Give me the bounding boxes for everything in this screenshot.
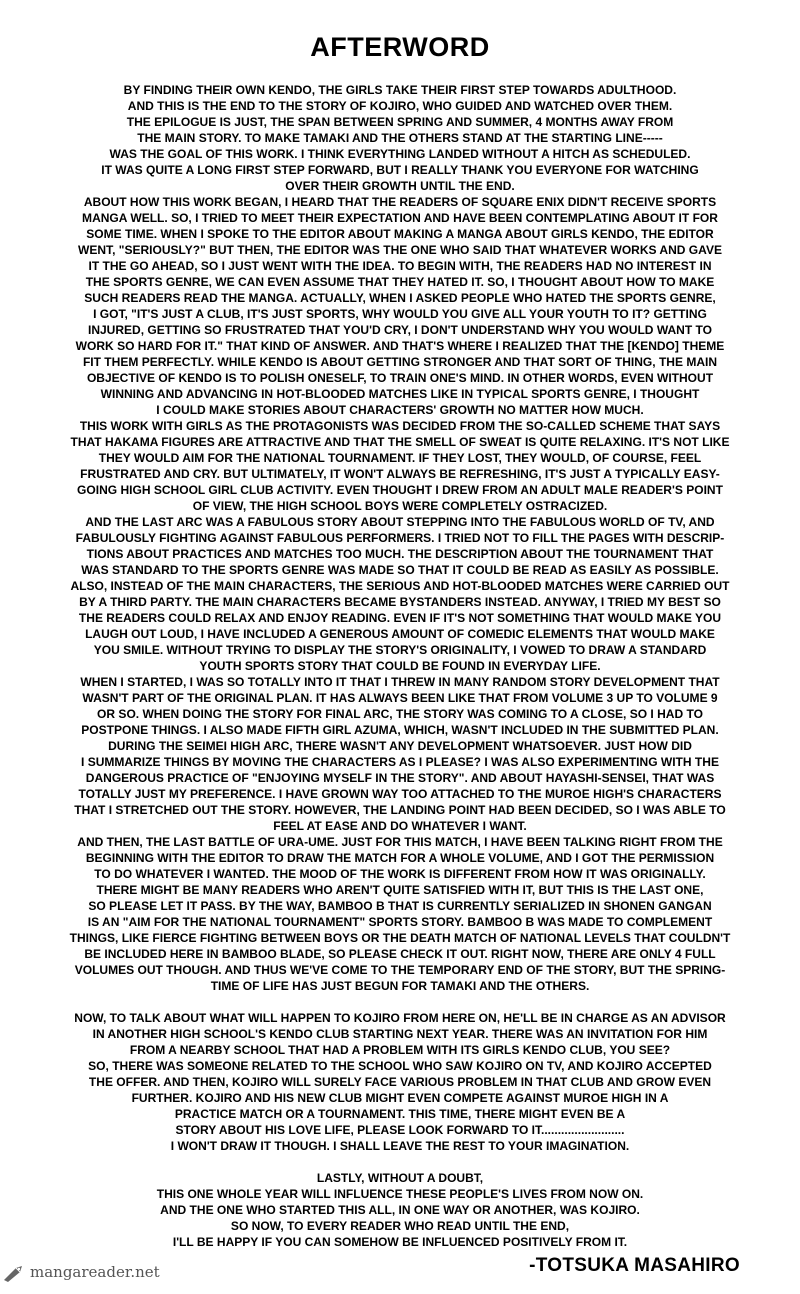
paragraph-6: AND THEN, THE LAST BATTLE OF URA-UME. JUST FOR THIS MATCH, I HAVE BEEN TALKING RIGHT FROM THE BEGINNING WITH THE EDITOR TO DRAW THE MATCH FOR A WHOLE VOLUME, AND I GOT THE PERMISSION TO DO WHATEVER I WANTED. THE MOOD OF THE WORK IS DIFFERENT FROM HOW IT WAS ORIGINALLY. THERE MIGHT BE MANY READERS WHO AREN'T QUITE SATISFIED WITH IT, BUT THIS IS THE LAST ONE, SO PLEASE LET IT PASS. BY THE WAY, BAMBOO B THAT IS CURRENTLY SERIALIZED IN SHONEN GANGAN IS AN "AIM FOR THE NATIONAL TOURNAMENT" SPORTS STORY. BAMBOO B WAS MADE TO COMPLEMENT THINGS, LIKE FIERCE FIGHTING BETWEEN BOYS OR THE DEATH MATCH OF NATIONAL LEVELS THAT COULDN'T BE INCLUDED HERE IN BAMBOO BLADE, SO PLEASE CHECK IT OUT. RIGHT NOW, THERE ARE ONLY 4 FULL VOLUMES OUT THOUGH. AND THUS WE'VE COME TO THE TEMPORARY END OF THE STORY, BUT THE SPRING- TIME OF LIFE HAS JUST BEGUN FOR TAMAKI AND THE OTHERS.	[69, 835, 731, 993]
paragraph-gap	[51, 1154, 749, 1170]
paragraph-1: BY FINDING THEIR OWN KENDO, THE GIRLS TAKE THEIR FIRST STEP TOWARDS ADULTHOOD. AND THIS IS THE END TO THE STORY OF KOJIRO, WHO GUIDED AND WATCHED OVER THEM. THE EPILOGUE IS JUST, THE SPAN BETWEEN SPRING AND SUMMER, 4 MONTHS AWAY FROM THE MAIN STORY. TO MAKE TAMAKI AND THE OTHERS STAND AT THE STARTING LINE----- WAS THE GOAL OF THIS WORK. I THINK EVERYTHING LANDED WITHOUT A HITCH AS SCHEDULED. IT WAS QUITE A LONG FIRST STEP FORWARD, BUT I REALLY THANK YOU EVERYONE FOR WATCHING OVER THEIR GROWTH UNTIL THE END.	[101, 83, 699, 193]
watermark	[2, 1262, 160, 1282]
paragraph-3: THIS WORK WITH GIRLS AS THE PROTAGONISTS WAS DECIDED FROM THE SO-CALLED SCHEME THAT SAYS THAT HAKAMA FIGURES ARE ATTRACTIVE AND THAT THE SMELL OF SWEAT IS QUITE RELAXING. IT'S NOT LIKE THEY WOULD AIM FOR THE NATIONAL TOURNAMENT. IF THEY LOST, THEY WOULD, OF COURSE, FEEL FRUSTRATED AND CRY. BUT ULTIMATELY, IT WON'T ALWAYS BE REFRESHING, IT'S JUST A TYPICALLY EASY- GOING HIGH SCHOOL GIRL CLUB ACTIVITY. EVEN THOUGHT I DREW FROM AN ADULT MALE READER'S POINT OF VIEW, THE HIGH SCHOOL BOYS WERE COMPLETELY OSTRACIZED.	[70, 419, 730, 513]
paragraph-gap	[51, 994, 749, 1010]
paragraph-5: WHEN I STARTED, I WAS SO TOTALLY INTO IT THAT I THREW IN MANY RANDOM STORY DEVELOPMENT THAT WASN'T PART OF THE ORIGINAL PLAN. IT HAS ALWAYS BEEN LIKE THAT FROM VOLUME 3 UP TO VOLUME 9 OR SO. WHEN DOING THE STORY FOR FINAL ARC, THE STORY WAS COMING TO A CLOSE, SO I HAD TO POSTPONE THINGS. I ALSO MADE FIFTH GIRL AZUMA, WHICH, WASN'T INCLUDED IN THE SUBMITTED PLAN. DURING THE SEIMEI HIGH ARC, THERE WASN'T ANY DEVELOPMENT WHATSOEVER. JUST HOW DID I SUMMARIZE THINGS BY MOVING THE CHARACTERS AS I PLEASE? I WAS ALSO EXPERIMENTING WITH THE DANGEROUS PRACTICE OF "ENJOYING MYSELF IN THE STORY". AND ABOUT HAYASHI-SENSEI, THAT WAS TOTALLY JUST MY PREFERENCE. I HAVE GROWN WAY TOO ATTACHED TO THE MUROE HIGH'S CHARACTERS THAT I STRETCHED OUT THE STORY. HOWEVER, THE LANDING POINT HAD BEEN DECIDED, SO I WAS ABLE TO FEEL AT EASE AND DO WHATEVER I WANT.	[74, 675, 726, 833]
author-signature: -TOTSUKA MASAHIRO	[529, 1255, 740, 1276]
paragraph-2: ABOUT HOW THIS WORK BEGAN, I HEARD THAT THE READERS OF SQUARE ENIX DIDN'T RECEIVE SPORTS MANGA WELL. SO, I TRIED TO MEET THEIR EXPECTATION AND HAVE BEEN CONTEMPLATING ABOUT IT FOR SOME TIME. WHEN I SPOKE TO THE EDITOR ABOUT MAKING A MANGA ABOUT GIRLS KENDO, THE EDITOR WENT, "SERIOUSLY?" BUT THEN, THE EDITOR WAS THE ONE WHO SAID THAT WHATEVER WORKS AND GAVE IT THE GO AHEAD, SO I JUST WENT WITH THE IDEA. TO BEGIN WITH, THE READERS HAD NO INTEREST IN THE SPORTS GENRE, WE CAN EVEN ASSUME THAT THEY HATED IT. SO, I THOUGHT ABOUT HOW TO MAKE SUCH READERS READ THE MANGA. ACTUALLY, WHEN I ASKED PEOPLE WHO HATED THE SPORTS GENRE, I GOT, "IT'S JUST A CLUB, IT'S JUST SPORTS, WHY WOULD YOU GIVE ALL YOUR YOUTH TO IT? GETTING INJURED, GETTING SO FRUSTRATED THAT YOU'D CRY, I DON'T UNDERSTAND WHY YOU WOULD WANT TO WORK SO HARD FOR IT." THAT KIND OF ANSWER. AND THAT'S WHERE I REALIZED THAT THE [KENDO] THEME FIT THEM PERFECTLY. WHILE KENDO IS ABOUT GETTING STRONGER AND THAT SORT OF THING, THE MAIN OBJECTIVE OF KENDO IS TO POLISH ONESELF, TO TRAIN ONE'S MIND. IN OTHER WORDS, EVEN WITHOUT WINNING AND ADVANCING IN HOT-BLOODED MATCHES LIKE IN TYPICAL SPORTS GENRE, I THOUGHT I COULD MAKE STORIES ABOUT CHARACTERS' GROWTH NO MATTER HOW MUCH.	[75, 195, 725, 417]
fountain-pen-icon	[2, 1262, 28, 1282]
page-title: AFTERWORD	[310, 32, 490, 62]
watermark-text: mangareader.net	[30, 1263, 160, 1281]
paragraph-7: NOW, TO TALK ABOUT WHAT WILL HAPPEN TO KOJIRO FROM HERE ON, HE'LL BE IN CHARGE AS AN ADVISOR IN ANOTHER HIGH SCHOOL'S KENDO CLUB STARTING NEXT YEAR. THERE WAS AN INVITATION FOR HIM FROM A NEARBY SCHOOL THAT HAD A PROBLEM WITH ITS GIRLS KENDO CLUB, YOU SEE? SO, THERE WAS SOMEONE RELATED TO THE SCHOOL WHO SAW KOJIRO ON TV, AND KOJIRO ACCEPTED THE OFFER. AND THEN, KOJIRO WILL SURELY FACE VARIOUS PROBLEM IN THAT CLUB AND GROW EVEN FURTHER. KOJIRO AND HIS NEW CLUB MIGHT EVEN COMPETE AGAINST MUROE HIGH IN A PRACTICE MATCH OR A TOURNAMENT. THIS TIME, THERE MIGHT EVEN BE A STORY ABOUT HIS LOVE LIFE, PLEASE LOOK FORWARD TO IT......................... I WON'T DRAW IT THOUGH. I SHALL LEAVE THE REST TO YOUR IMAGINATION.	[74, 1011, 726, 1153]
paragraph-4: AND THE LAST ARC WAS A FABULOUS STORY ABOUT STEPPING INTO THE FABULOUS WORLD OF TV, AND FABULOUSLY FIGHTING AGAINST FABULOUS PERFORMERS. I TRIED NOT TO FILL THE PAGES WITH DESCRIP- TIONS ABOUT PRACTICES AND MATCHES TOO MUCH. THE DESCRIPTION ABOUT THE TOURNAMENT THAT WAS STANDARD TO THE SPORTS GENRE WAS MADE SO THAT IT COULD BE READ AS EASILY AS POSSIBLE. ALSO, INSTEAD OF THE MAIN CHARACTERS, THE SERIOUS AND HOT-BLOODED MATCHES WERE CARRIED OUT BY A THIRD PARTY. THE MAIN CHARACTERS BECAME BYSTANDERS INSTEAD. ANYWAY, I TRIED MY BEST SO THE READERS COULD RELAX AND ENJOY READING. EVEN IF IT'S NOT SOMETHING THAT WOULD MAKE YOU LAUGH OUT LOUD, I HAVE INCLUDED A GENEROUS AMOUNT OF COMEDIC ELEMENTS THAT WOULD MAKE YOU SMILE. WITHOUT TRYING TO DISPLAY THE STORY'S ORIGINALITY, I VOWED TO DRAW A STANDARD YOUTH SPORTS STORY THAT COULD BE FOUND IN EVERYDAY LIFE.	[70, 515, 730, 673]
afterword-body	[51, 82, 749, 1250]
paragraph-8: LASTLY, WITHOUT A DOUBT, THIS ONE WHOLE YEAR WILL INFLUENCE THESE PEOPLE'S LIVES FROM NOW ON. AND THE ONE WHO STARTED THIS ALL, IN ONE WAY OR ANOTHER, WAS KOJIRO. SO NOW, TO EVERY READER WHO READ UNTIL THE END, I'LL BE HAPPY IF YOU CAN SOMEHOW BE INFLUENCED POSITIVELY FROM IT.	[156, 1171, 644, 1249]
